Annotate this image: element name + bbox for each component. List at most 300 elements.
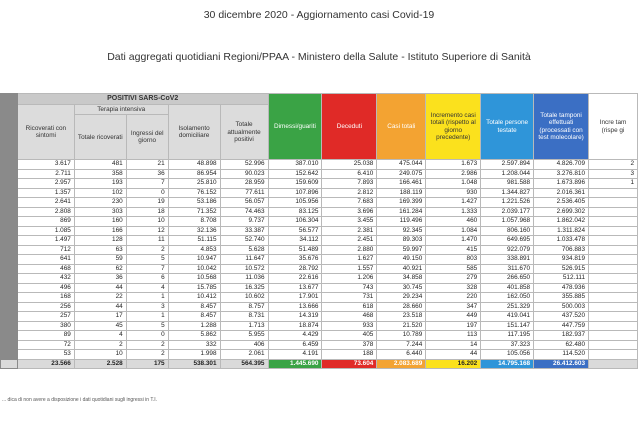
table-cell: 15.785	[168, 283, 220, 293]
table-row	[1, 160, 638, 170]
region-name-cell	[1, 293, 18, 303]
table-cell: 432	[17, 274, 74, 284]
table-cell: 3.276.810	[534, 169, 589, 179]
table-cell: 1.221.526	[481, 198, 534, 208]
table-cell: 7	[126, 264, 168, 274]
table-cell: 930	[426, 188, 481, 198]
table-cell: 1.713	[220, 321, 268, 331]
table-cell: 512.111	[534, 274, 589, 284]
table-cell: 2.808	[17, 207, 74, 217]
table-cell: 166.461	[377, 179, 426, 189]
table-cell: 406	[220, 340, 268, 350]
table-cell: 1.344.827	[481, 188, 534, 198]
region-name-cell	[1, 312, 18, 322]
table-cell: 10.042	[168, 264, 220, 274]
table-cell: 358	[74, 169, 126, 179]
table-cell: 220	[426, 293, 481, 303]
table-cell: 12	[126, 226, 168, 236]
table-row	[1, 350, 638, 360]
table-cell	[589, 293, 638, 303]
deceduti-header: Deceduti	[322, 94, 377, 160]
table-cell: 5.955	[220, 331, 268, 341]
region-column-header	[1, 94, 18, 160]
table-cell: 10.789	[377, 331, 426, 341]
table-cell: 478.936	[534, 283, 589, 293]
table-cell: 11	[126, 236, 168, 246]
table-cell: 449	[426, 312, 481, 322]
table-row	[1, 179, 638, 189]
table-cell: 7.244	[377, 340, 426, 350]
table-cell: 45	[74, 321, 126, 331]
table-cell: 1.311.824	[534, 226, 589, 236]
table-cell: 9.737	[220, 217, 268, 227]
region-name-cell	[1, 217, 18, 227]
table-cell: 401.858	[481, 283, 534, 293]
table-cell	[589, 321, 638, 331]
table-cell: 107.896	[268, 188, 322, 198]
table-cell: 1.288	[168, 321, 220, 331]
table-cell: 347	[426, 302, 481, 312]
table-cell	[589, 302, 638, 312]
table-row	[1, 293, 638, 303]
table-body	[1, 160, 638, 369]
table-cell: 2	[126, 340, 168, 350]
table-cell: 641	[17, 255, 74, 265]
table-row	[1, 245, 638, 255]
table-cell	[589, 188, 638, 198]
table-cell: 2.451	[322, 236, 377, 246]
table-cell: 52.996	[220, 160, 268, 170]
totale-positivi-header: Totale attualmente positivi	[220, 105, 268, 160]
table-cell: 981.588	[481, 179, 534, 189]
table-cell: 649.695	[481, 236, 534, 246]
table-cell: 405	[322, 331, 377, 341]
terapia-intensiva-header: Terapia intensiva	[74, 105, 168, 115]
table-cell: 28.959	[220, 179, 268, 189]
table-cell: 166	[74, 226, 126, 236]
region-name-cell	[1, 236, 18, 246]
table-cell: 105.956	[268, 198, 322, 208]
table-cell: 806.160	[481, 226, 534, 236]
table-cell: 5	[126, 255, 168, 265]
table-cell: 1.057.968	[481, 217, 534, 227]
covid-data-table	[0, 93, 638, 369]
table-cell: 1.470	[426, 236, 481, 246]
total-cell: 16.202	[426, 359, 481, 369]
table-row	[1, 207, 638, 217]
ti-totale-header: Totale ricoverati	[74, 115, 126, 160]
table-cell: 3	[589, 169, 638, 179]
table-cell: 49.150	[377, 255, 426, 265]
table-cell: 481	[74, 160, 126, 170]
region-name-cell	[1, 264, 18, 274]
table-cell: 10	[126, 217, 168, 227]
table-cell: 105.056	[481, 350, 534, 360]
region-name-cell	[1, 321, 18, 331]
table-cell: 10.568	[168, 274, 220, 284]
table-cell: 2.880	[322, 245, 377, 255]
table-cell: 1.206	[322, 274, 377, 284]
total-cell: 1.445.690	[268, 359, 322, 369]
table-cell: 437.520	[534, 312, 589, 322]
table-cell: 230	[74, 198, 126, 208]
table-cell: 1.357	[17, 188, 74, 198]
table-cell: 311.670	[481, 264, 534, 274]
table-cell	[589, 283, 638, 293]
table-cell: 53	[17, 350, 74, 360]
persone-testate-header: Totale persone testate	[481, 94, 534, 160]
table-cell: 2	[126, 350, 168, 360]
table-cell	[589, 255, 638, 265]
table-row	[1, 198, 638, 208]
table-cell: 59	[74, 255, 126, 265]
table-cell: 731	[322, 293, 377, 303]
region-name-cell	[1, 226, 18, 236]
incremento-casi-header: Incremento casi totali (rispetto al giorno precedente)	[426, 94, 481, 160]
table-cell: 6.459	[268, 340, 322, 350]
region-name-cell	[1, 302, 18, 312]
table-cell: 30.745	[377, 283, 426, 293]
region-name-cell	[1, 179, 18, 189]
table-cell: 159.609	[268, 179, 322, 189]
table-cell: 1.333	[426, 207, 481, 217]
table-cell: 29.234	[377, 293, 426, 303]
total-cell: 14.795.168	[481, 359, 534, 369]
tamponi-header: Totale tamponi effettuati (processati con test molecolare)	[534, 94, 589, 160]
table-cell: 51.115	[168, 236, 220, 246]
table-cell: 1	[126, 312, 168, 322]
totals-row	[1, 359, 638, 369]
table-cell: 34.112	[268, 236, 322, 246]
table-cell: 8.457	[168, 302, 220, 312]
table-cell: 62	[74, 264, 126, 274]
totals-label-cell	[1, 359, 18, 369]
table-cell	[589, 350, 638, 360]
table-cell: 8.457	[168, 312, 220, 322]
table-cell: 526.915	[534, 264, 589, 274]
total-cell: 23.566	[17, 359, 74, 369]
table-cell: 40.921	[377, 264, 426, 274]
table-cell: 44	[74, 302, 126, 312]
table-cell: 500.003	[534, 302, 589, 312]
table-cell: 5.862	[168, 331, 220, 341]
table-cell: 2	[74, 340, 126, 350]
table-cell: 4.191	[268, 350, 322, 360]
table-cell: 1.048	[426, 179, 481, 189]
table-cell: 5.628	[220, 245, 268, 255]
table-row	[1, 217, 638, 227]
table-cell: 380	[17, 321, 74, 331]
table-cell: 182.937	[534, 331, 589, 341]
table-cell: 2.039.177	[481, 207, 534, 217]
table-cell: 8.708	[168, 217, 220, 227]
region-name-cell	[1, 283, 18, 293]
table-cell: 6.440	[377, 350, 426, 360]
table-cell	[589, 217, 638, 227]
table-cell: 3	[126, 302, 168, 312]
table-cell: 0	[126, 188, 168, 198]
table-cell: 1.497	[17, 236, 74, 246]
table-cell: 52.740	[220, 236, 268, 246]
table-cell: 1.208.044	[481, 169, 534, 179]
table-cell: 3.696	[322, 207, 377, 217]
table-row	[1, 264, 638, 274]
region-name-cell	[1, 255, 18, 265]
table-cell: 168	[17, 293, 74, 303]
table-cell: 387.010	[268, 160, 322, 170]
table-cell: 169.399	[377, 198, 426, 208]
table-cell: 106.304	[268, 217, 322, 227]
table-cell: 18	[126, 207, 168, 217]
table-cell: 803	[426, 255, 481, 265]
table-cell: 7	[126, 179, 168, 189]
table-cell: 1	[589, 179, 638, 189]
table-cell: 161.284	[377, 207, 426, 217]
isolamento-domiciliare-header: Isolamento domiciliare	[168, 105, 220, 160]
table-cell: 10.572	[220, 264, 268, 274]
table-cell: 2.812	[322, 188, 377, 198]
table-cell: 378	[322, 340, 377, 350]
table-cell: 113	[426, 331, 481, 341]
table-cell: 2.699.302	[534, 207, 589, 217]
table-cell: 22.616	[268, 274, 322, 284]
table-cell: 53.186	[168, 198, 220, 208]
table-cell: 21.520	[377, 321, 426, 331]
table-cell: 328	[426, 283, 481, 293]
table-cell: 338.891	[481, 255, 534, 265]
table-cell: 2.986	[426, 169, 481, 179]
ti-ingressi-header: Ingressi del giorno	[126, 115, 168, 160]
table-row	[1, 340, 638, 350]
table-cell: 83.125	[268, 207, 322, 217]
table-cell: 585	[426, 264, 481, 274]
footnote: ... dica di non avere a disposizione i dati quotidiani sugli ingressi in T.I.	[2, 397, 157, 403]
table-cell: 119.496	[377, 217, 426, 227]
table-cell: 21	[126, 160, 168, 170]
region-name-cell	[1, 340, 18, 350]
table-cell: 706.883	[534, 245, 589, 255]
table-row	[1, 236, 638, 246]
table-cell: 188	[322, 350, 377, 360]
table-cell	[589, 207, 638, 217]
table-cell: 7.683	[322, 198, 377, 208]
page-title: 30 dicembre 2020 - Aggiornamento casi Covid-19	[203, 9, 435, 21]
table-cell: 76.152	[168, 188, 220, 198]
table-cell: 19	[126, 198, 168, 208]
table-cell: 869	[17, 217, 74, 227]
positivi-group-header: POSITIVI SARS-CoV2	[17, 94, 268, 105]
table-cell: 36	[74, 274, 126, 284]
table-cell: 151.147	[481, 321, 534, 331]
table-row	[1, 331, 638, 341]
table-cell: 355.885	[534, 293, 589, 303]
table-cell: 468	[322, 312, 377, 322]
total-cell: 564.395	[220, 359, 268, 369]
region-name-cell	[1, 331, 18, 341]
table-cell: 475.044	[377, 160, 426, 170]
table-cell: 44	[74, 283, 126, 293]
table-cell	[589, 198, 638, 208]
table-row	[1, 302, 638, 312]
ricoverati-sintomi-header: Ricoverati con sintomi	[17, 105, 74, 160]
region-name-cell	[1, 245, 18, 255]
table-cell: 447.759	[534, 321, 589, 331]
table-cell: 2.597.894	[481, 160, 534, 170]
table-row	[1, 312, 638, 322]
table-cell: 62.480	[534, 340, 589, 350]
table-cell: 1.998	[168, 350, 220, 360]
total-cell: 2.528	[74, 359, 126, 369]
table-cell: 25.038	[322, 160, 377, 170]
table-cell: 922.079	[481, 245, 534, 255]
table-cell: 197	[426, 321, 481, 331]
table-cell	[589, 331, 638, 341]
table-cell: 56.577	[268, 226, 322, 236]
table-cell: 36	[126, 169, 168, 179]
table-cell: 11.647	[220, 255, 268, 265]
table-cell	[589, 274, 638, 284]
table-cell: 934.819	[534, 255, 589, 265]
table-cell: 257	[17, 312, 74, 322]
region-name-cell	[1, 160, 18, 170]
table-cell	[589, 245, 638, 255]
table-cell: 162.050	[481, 293, 534, 303]
table-cell: 17	[74, 312, 126, 322]
table-cell: 44	[426, 350, 481, 360]
table-cell: 2.061	[220, 350, 268, 360]
table-cell: 2.641	[17, 198, 74, 208]
table-cell	[589, 340, 638, 350]
table-cell: 35.676	[268, 255, 322, 265]
table-cell: 188.119	[377, 188, 426, 198]
table-cell: 89.303	[377, 236, 426, 246]
table-cell: 1.673.896	[534, 179, 589, 189]
region-name-cell	[1, 169, 18, 179]
table-cell: 332	[168, 340, 220, 350]
table-cell	[589, 312, 638, 322]
table-cell: 90.023	[220, 169, 268, 179]
table-cell: 13.666	[268, 302, 322, 312]
total-cell: 73.604	[322, 359, 377, 369]
table-cell: 4.826.709	[534, 160, 589, 170]
table-cell: 743	[322, 283, 377, 293]
table-cell: 117.195	[481, 331, 534, 341]
table-cell: 8.757	[220, 302, 268, 312]
table-cell: 1.673	[426, 160, 481, 170]
table-cell: 2.711	[17, 169, 74, 179]
table-cell: 48.898	[168, 160, 220, 170]
table-cell: 11.036	[220, 274, 268, 284]
table-cell: 2.957	[17, 179, 74, 189]
table-cell: 22	[74, 293, 126, 303]
table-cell: 160	[74, 217, 126, 227]
table-cell: 468	[17, 264, 74, 274]
table-cell	[589, 236, 638, 246]
total-cell	[589, 359, 638, 369]
table-cell: 496	[17, 283, 74, 293]
table-cell: 279	[426, 274, 481, 284]
region-name-cell	[1, 207, 18, 217]
table-cell: 17.901	[268, 293, 322, 303]
table-cell: 51.489	[268, 245, 322, 255]
table-cell: 618	[322, 302, 377, 312]
table-cell: 32.136	[168, 226, 220, 236]
table-cell: 8.731	[220, 312, 268, 322]
table-cell: 23.518	[377, 312, 426, 322]
table-cell: 4	[126, 283, 168, 293]
table-cell: 33.387	[220, 226, 268, 236]
table-cell: 102	[74, 188, 126, 198]
table-cell: 460	[426, 217, 481, 227]
region-name-cell	[1, 188, 18, 198]
page-subtitle: Dati aggregati quotidiani Regioni/PPAA - Ministero della Salute - Istituto Superiore di Sanità	[107, 51, 531, 63]
table-cell: 0	[126, 331, 168, 341]
table-cell: 18.874	[268, 321, 322, 331]
table-cell: 10.412	[168, 293, 220, 303]
table-cell: 256	[17, 302, 74, 312]
table-cell: 1.557	[322, 264, 377, 274]
table-cell: 712	[17, 245, 74, 255]
table-cell: 6.410	[322, 169, 377, 179]
table-cell: 114.520	[534, 350, 589, 360]
table-cell: 10.602	[220, 293, 268, 303]
table-cell: 2	[589, 160, 638, 170]
table-cell: 14	[426, 340, 481, 350]
table-cell: 34.858	[377, 274, 426, 284]
total-cell: 175	[126, 359, 168, 369]
table-row	[1, 283, 638, 293]
table-cell: 415	[426, 245, 481, 255]
table-cell: 59.997	[377, 245, 426, 255]
table-cell: 16.325	[220, 283, 268, 293]
table-row	[1, 188, 638, 198]
table-cell: 3.455	[322, 217, 377, 227]
table-cell: 4.853	[168, 245, 220, 255]
table-cell: 1.862.042	[534, 217, 589, 227]
casi-totali-header: Casi totali	[377, 94, 426, 160]
table-cell: 4	[74, 331, 126, 341]
table-cell: 266.650	[481, 274, 534, 284]
table-cell: 1.084	[426, 226, 481, 236]
table-cell: 10	[74, 350, 126, 360]
table-cell: 251.329	[481, 302, 534, 312]
table-row	[1, 274, 638, 284]
table-row	[1, 255, 638, 265]
table-cell: 10.947	[168, 255, 220, 265]
table-cell: 2.381	[322, 226, 377, 236]
incremento-tamponi-header: Incre tam (rispe gi	[589, 94, 638, 160]
table-cell: 2.536.405	[534, 198, 589, 208]
table-cell: 1.033.478	[534, 236, 589, 246]
total-cell: 538.301	[168, 359, 220, 369]
table-cell: 77.611	[220, 188, 268, 198]
table-cell: 2	[126, 245, 168, 255]
region-name-cell	[1, 274, 18, 284]
total-cell: 2.083.689	[377, 359, 426, 369]
table-cell: 56.057	[220, 198, 268, 208]
region-name-cell	[1, 198, 18, 208]
table-cell: 28.792	[268, 264, 322, 274]
table-cell: 63	[74, 245, 126, 255]
table-row	[1, 226, 638, 236]
table-cell: 2.016.361	[534, 188, 589, 198]
table-cell: 933	[322, 321, 377, 331]
table-cell: 1.427	[426, 198, 481, 208]
table-cell: 7.893	[322, 179, 377, 189]
table-cell: 249.075	[377, 169, 426, 179]
table-cell: 71.352	[168, 207, 220, 217]
table-cell	[589, 226, 638, 236]
